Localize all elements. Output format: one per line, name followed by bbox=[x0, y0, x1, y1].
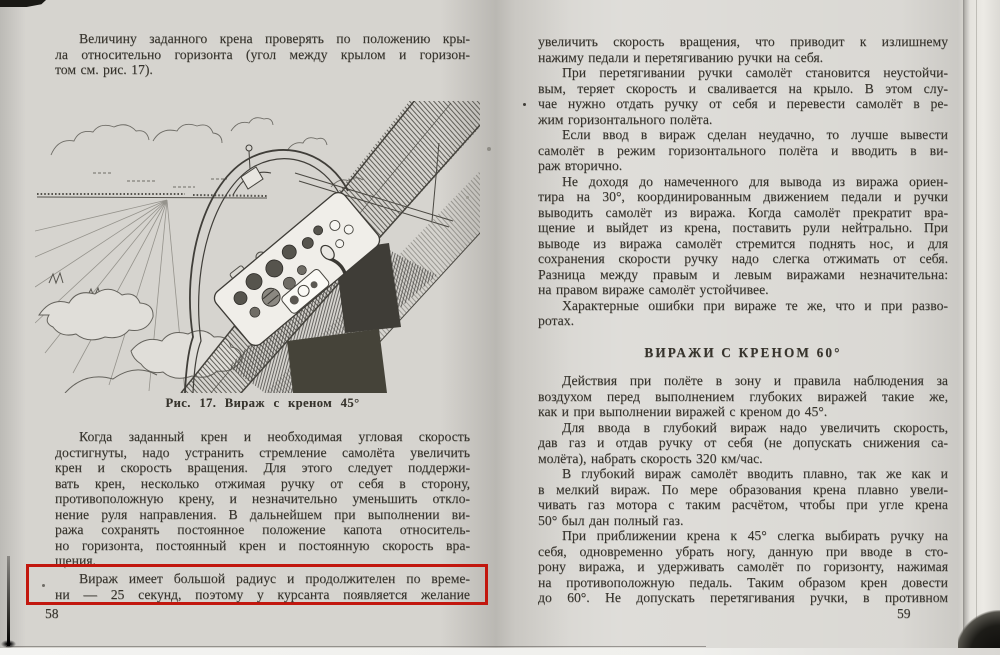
text-line: рону виража, и удерживать самолёт по горизонту, нажимая bbox=[538, 559, 948, 574]
page-bottom-strip bbox=[0, 648, 1000, 655]
text-line: вым, теряет скорость и сваливается на крыло. В этом слу- bbox=[538, 80, 948, 96]
left-body-paragraph bbox=[55, 429, 470, 569]
text-line: щения. bbox=[55, 553, 96, 568]
text-line: Для ввода в глубокий вираж надо увеличить скорость, bbox=[562, 419, 948, 435]
text-line: сохранения скорости ручку надо слегка отжимать от себя. bbox=[538, 251, 948, 266]
text-line: При перетягивании ручки самолёт становится неустойчи- bbox=[562, 65, 948, 80]
page-edge-strip bbox=[963, 0, 1000, 655]
text-line: нение руля направления. В дальнейшем при выполнении ви- bbox=[55, 506, 470, 522]
text-line: чае нужно отдать ручку от себя и перевести самолёт в ре- bbox=[538, 96, 948, 111]
text-line: ража сохранять постоянное положение капота относитель- bbox=[55, 522, 470, 537]
text-line: увеличить скорость вращения, что приводит к излишнему bbox=[538, 34, 948, 49]
text-line: Характерные ошибки при вираже те же, что и при разво- bbox=[562, 297, 948, 313]
text-line: чивать газ мотора с таким расчётом, чтобы при угле крена bbox=[538, 497, 948, 512]
text-line: на правом вираже самолёт устойчивее. bbox=[538, 282, 769, 297]
text-line: Если ввод в вираж сделан неудачно, то лучше вывести bbox=[562, 127, 948, 142]
page-bottom-edge-line bbox=[6, 646, 706, 647]
page-edge-line bbox=[976, 0, 977, 655]
text-line: тира на 30°, координированным движением педали и ручки bbox=[538, 189, 948, 204]
scan-speck bbox=[42, 584, 45, 587]
text-line: Величину заданного крена проверять по положению кры- bbox=[79, 31, 470, 46]
scan-speck bbox=[523, 103, 526, 106]
text-line: крен и скорость вращения. Для этого следует поддержи- bbox=[55, 460, 470, 475]
spine-shadow-foot bbox=[1, 640, 16, 648]
scan-speck bbox=[487, 147, 491, 151]
text-line: противоположную крену, и незначительно уменьшить откло- bbox=[55, 491, 470, 506]
text-line: В глубокий вираж самолёт вводить плавно, так же как и bbox=[562, 466, 948, 481]
clouds-sketch bbox=[51, 118, 363, 187]
text-line: достигнуты, надо устранить стремление самолёта увеличить bbox=[55, 444, 470, 460]
text-line: Вираж имеет большой радиус и продолжителен по време- bbox=[79, 571, 470, 586]
text-line: до 60°. Не допускать перетягивания ручки, в противном bbox=[538, 590, 948, 605]
text-line: но горизонта, постоянный крен и постоянную скорость вра- bbox=[55, 537, 470, 553]
figure-caption: Рис. 17. Вираж с креном 45° bbox=[165, 396, 360, 410]
text-line: щение и выйдет из крена, поставить рули нейтрально. При bbox=[538, 220, 948, 235]
text-line: 50° был дан полный газ. bbox=[538, 512, 684, 528]
text-line: При приближении крена к 45° слегка выбирать ручку на bbox=[562, 528, 948, 543]
page-number-right: 59 bbox=[897, 606, 911, 621]
text-line: Не доходя до намеченного для вывода из виража ориен- bbox=[562, 173, 948, 189]
text-line: жим горизонтального полёта. bbox=[538, 111, 713, 127]
highlighted-paragraph bbox=[55, 571, 470, 602]
text-line: Действия при полёте в зону и правила наблюдения за bbox=[562, 373, 948, 388]
section-heading: ВИРАЖИ С КРЕНОМ 60° bbox=[644, 344, 842, 360]
spine-shadow bbox=[7, 556, 10, 646]
text-line: как и при выполнении виражей с креном до 45°. bbox=[538, 404, 828, 419]
text-line: нажиму педали и перетягиванию ручки на себя. bbox=[538, 49, 824, 65]
text-line: раж вторично. bbox=[538, 158, 623, 173]
text-line: том см. рис. 17). bbox=[55, 62, 153, 77]
text-line: выводе из виража самолёт стремится поднять нос, и для bbox=[538, 235, 948, 251]
text-line: самолёт в режим горизонтального полёта и вводить в ви- bbox=[538, 142, 948, 158]
figure-17-illustration bbox=[35, 101, 480, 393]
text-line: ротах. bbox=[538, 313, 574, 328]
page-number-left: 58 bbox=[45, 606, 59, 621]
text-line: воздухом перед выполнением глубоких виражей такие же, bbox=[538, 388, 948, 404]
text-line: Когда заданный крен и необходимая угловая скорость bbox=[79, 429, 470, 444]
text-line: Разница между правым и левым виражами незначительна: bbox=[538, 266, 948, 282]
scan-speck bbox=[466, 196, 469, 199]
text-line: дав газ и отдав ручку от себя (не допускать снижения са- bbox=[538, 435, 948, 450]
text-line: себя, одновременно убрать ногу, данную при вводе в сто- bbox=[538, 543, 948, 559]
text-line: ни — 25 секунд, поэтому у курсанта появляется желание bbox=[55, 586, 470, 602]
text-line: молёта), набрать скорость 320 км/час. bbox=[538, 450, 763, 466]
text-line: на противоположную педаль. Таким образом крен довести bbox=[538, 574, 948, 590]
text-line: ла относительно горизонта (угол между крылом и горизон- bbox=[55, 46, 470, 62]
text-line: выводить самолёт из виража. Когда самолёт прекратит вра- bbox=[538, 204, 948, 220]
left-intro-paragraph bbox=[55, 31, 470, 78]
text-line: вать крен, несколько отжимая ручку от себя в сторону, bbox=[55, 475, 470, 491]
text-line: в мелкий вираж. По мере образования крена плавно увели- bbox=[538, 481, 948, 497]
right-page-text bbox=[538, 34, 948, 606]
